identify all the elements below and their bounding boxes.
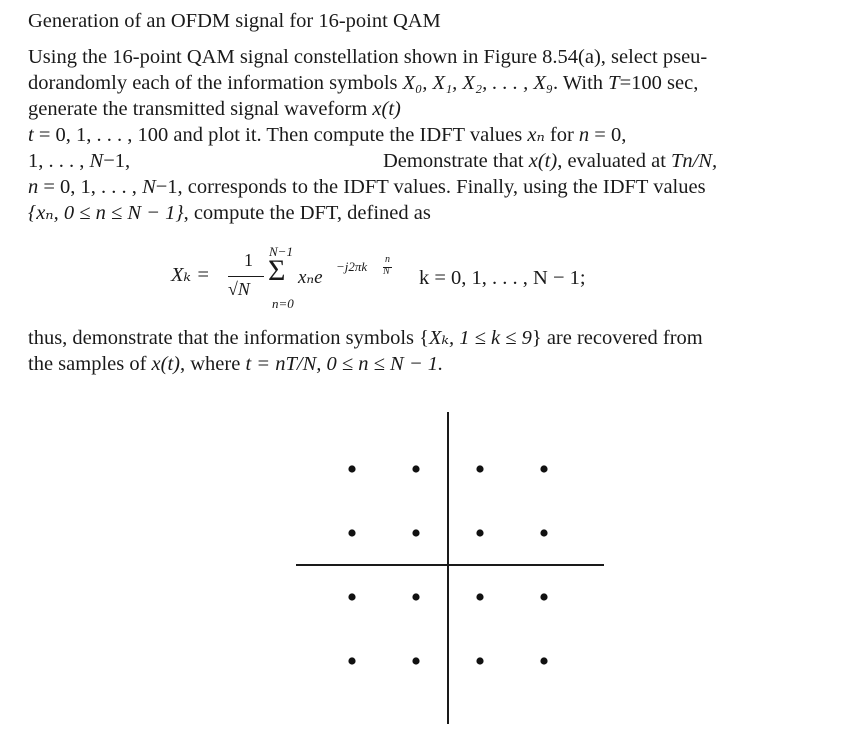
constellation-point xyxy=(412,465,419,472)
constellation-point xyxy=(476,529,483,536)
para-line-1: Using the 16-point QAM signal constellation shown in Figure 8.54(a), select pseu- xyxy=(28,46,708,68)
para-line-7: {xₙ, 0 ≤ n ≤ N − 1}, compute the DFT, defined as xyxy=(28,202,431,224)
eq-exp-num: n xyxy=(385,254,390,265)
eq-sum-upper: N−1 xyxy=(269,244,293,259)
constellation-point xyxy=(540,657,547,664)
eq-sigma: Σ xyxy=(268,254,286,287)
symbols-list: X₀, X₁, X₂, . . . , X₉ xyxy=(402,72,553,94)
para-line-3: generate the transmitted signal waveform x(t) xyxy=(28,98,401,120)
constellation-point xyxy=(412,593,419,600)
para-line-8: thus, demonstrate that the information symbols {Xₖ, 1 ≤ k ≤ 9} are recovered from xyxy=(28,327,703,349)
constellation-point xyxy=(540,593,547,600)
para-line-2: dorandomly each of the information symbols X₀, X₁, X₂, . . . , X₉. With T=100 sec, xyxy=(28,72,699,94)
constellation-point xyxy=(540,465,547,472)
eq-exp-den: N xyxy=(383,266,390,277)
problem-heading: Generation of an OFDM signal for 16-point QAM xyxy=(28,10,441,32)
constellation-point xyxy=(348,657,355,664)
eq-denominator: √N xyxy=(228,279,250,299)
para-line-5: 1, . . . , N−1, xyxy=(28,150,131,172)
constellation-point xyxy=(476,465,483,472)
eq-exponent: −j2πk xyxy=(336,259,368,274)
constellation-point xyxy=(348,529,355,536)
eq-k-range: k = 0, 1, . . . , N − 1; xyxy=(419,267,586,289)
constellation-point xyxy=(540,529,547,536)
constellation-point xyxy=(476,657,483,664)
constellation-point xyxy=(348,465,355,472)
para-line-4: t = 0, 1, . . . , 100 and plot it. Then compute the IDFT values xₙ for n = 0, xyxy=(28,124,627,146)
eq-term: xₙe xyxy=(298,267,323,288)
para-line-9: the samples of x(t), where t = nT/N, 0 ≤ n ≤ N − 1. xyxy=(28,353,444,375)
eq-numerator: 1 xyxy=(244,250,253,270)
constellation-point xyxy=(476,593,483,600)
constellation-point xyxy=(348,593,355,600)
eq-sum-lower: n=0 xyxy=(272,296,294,311)
constellation-point xyxy=(412,529,419,536)
para-line-5-right: Demonstrate that x(t), evaluated at Tn/N, xyxy=(383,150,718,172)
constellation-point xyxy=(412,657,419,664)
eq-lhs: Xₖ = xyxy=(171,264,210,286)
para-line-6: n = 0, 1, . . . , N−1, corresponds to the IDFT values. Finally, using the IDFT values xyxy=(28,176,706,198)
